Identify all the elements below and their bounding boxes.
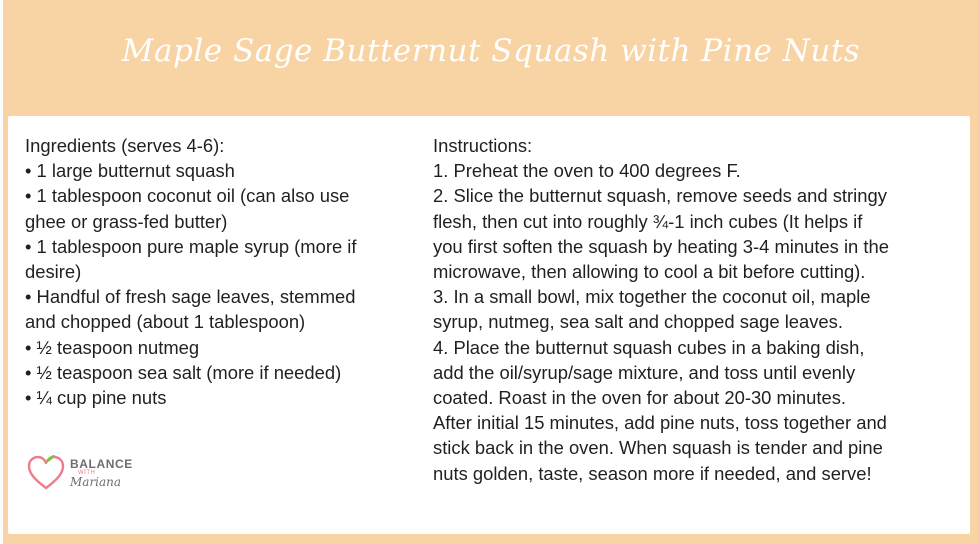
ingredient-line: • 1 tablespoon pure maple syrup (more if [25,235,357,257]
brand-logo [26,453,146,501]
logo-text-mariana: Mariana [70,475,122,489]
ingredient-line: • 1 large butternut squash [25,160,235,182]
instruction-line: 2. Slice the butternut squash, remove seeds and stringy [433,185,887,207]
instruction-line: syrup, nutmeg, sea salt and chopped sage leaves. [433,311,843,333]
instruction-line: stick back in the oven. When squash is tender and pine [433,437,883,459]
ingredient-line: • ½ teaspoon sea salt (more if needed) [25,361,342,383]
instruction-line: you first soften the squash by heating 3-4 minutes in the [433,235,889,257]
ingredient-line: desire) [25,261,82,283]
logo-text-balance: BALANCE [70,457,133,471]
instructions-heading: Instructions: [433,135,533,156]
ingredient-line: • ¼ cup pine nuts [25,387,167,409]
ingredient-line: and chopped (about 1 tablespoon) [25,311,306,333]
header-banner [3,0,979,108]
heart-icon [26,453,66,493]
recipe-card [8,116,970,534]
instruction-line: 4. Place the butternut squash cubes in a baking dish, [433,336,865,358]
instruction-line: After initial 15 minutes, add pine nuts, toss together and [433,412,887,434]
recipe-title: Maple Sage Butternut Squash with Pine Nuts [121,33,861,69]
instructions-column [433,133,958,486]
instruction-line: add the oil/syrup/sage mixture, and toss until evenly [433,361,856,383]
ingredient-line: • Handful of fresh sage leaves, stemmed [25,286,356,308]
ingredients-heading: Ingredients (serves 4-6): [25,135,225,156]
ingredient-line: • ½ teaspoon nutmeg [25,336,200,358]
instruction-line: 1. Preheat the oven to 400 degrees F. [433,160,741,182]
logo-text-with: WITH [78,470,96,476]
instruction-line: coated. Roast in the oven for about 20-30 minutes. [433,387,847,409]
instruction-line: 3. In a small bowl, mix together the coconut oil, maple [433,286,871,308]
instruction-line: nuts golden, taste, season more if needed, and serve! [433,462,872,484]
instruction-line: microwave, then allowing to cool a bit before cutting). [433,261,866,283]
ingredients-column [25,133,410,410]
ingredient-line: • 1 tablespoon coconut oil (can also use [25,185,350,207]
ingredient-line: ghee or grass-fed butter) [25,210,228,232]
instruction-line: flesh, then cut into roughly ¾-1 inch cubes (It helps if [433,210,863,232]
